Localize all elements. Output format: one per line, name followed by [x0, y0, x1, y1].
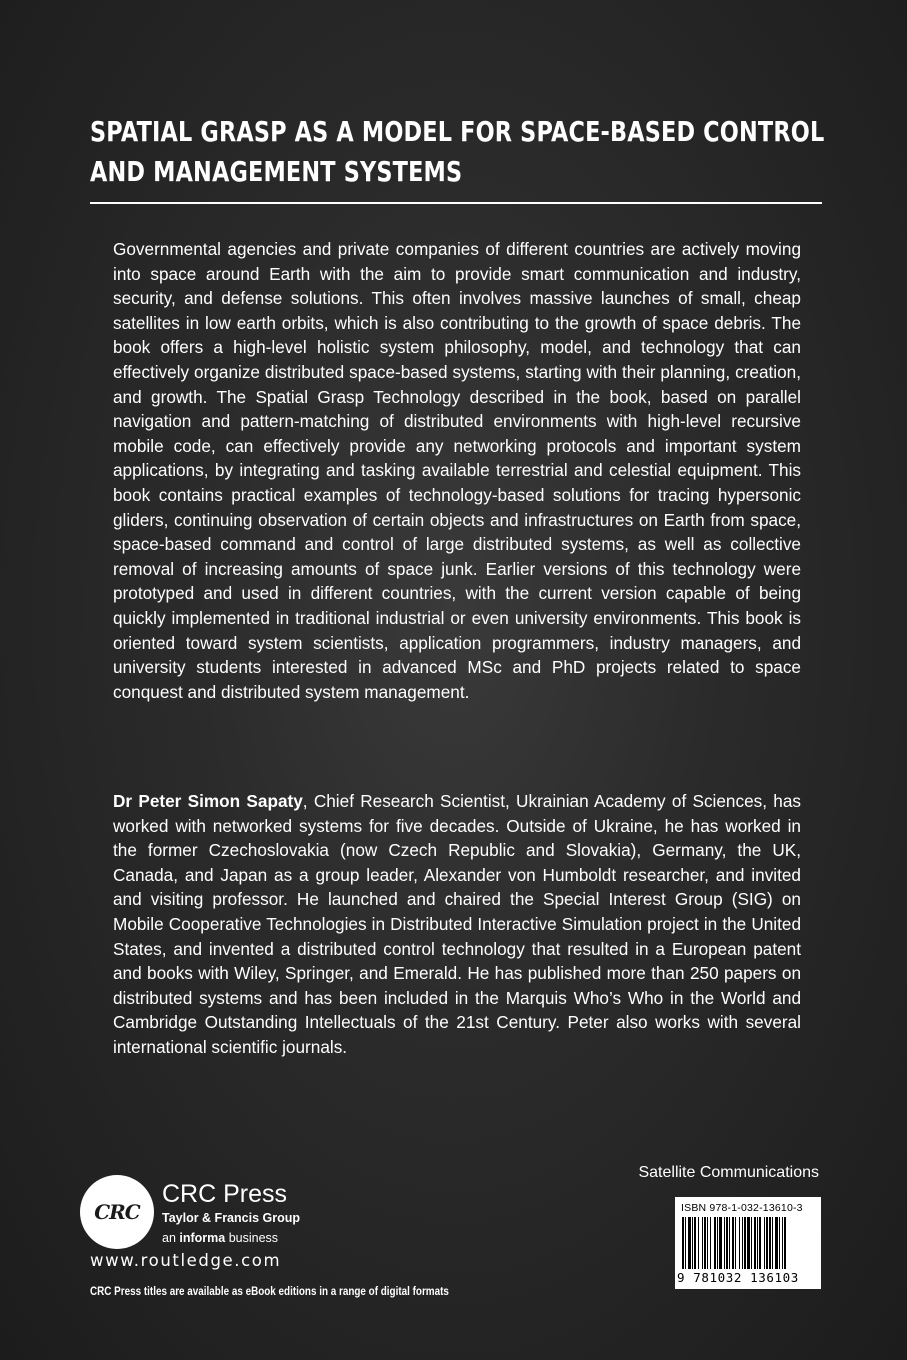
- barcode-bar: [739, 1217, 740, 1269]
- barcode-bar: [682, 1217, 684, 1269]
- barcode-bar: [710, 1217, 711, 1269]
- crc-logo-text: CRC: [94, 1200, 140, 1224]
- barcode-bar: [714, 1217, 716, 1269]
- barcode-bar: [698, 1217, 699, 1269]
- barcode-bar: [782, 1217, 783, 1269]
- informa-brand: informa: [179, 1231, 226, 1245]
- barcode-bar: [688, 1217, 691, 1269]
- barcode-bar: [751, 1217, 752, 1269]
- crc-logo: [80, 1175, 154, 1249]
- barcode-bar: [747, 1217, 750, 1269]
- barcode-bar: [742, 1217, 743, 1269]
- barcode-bar: [757, 1217, 758, 1269]
- barcode-bar: [707, 1217, 708, 1269]
- isbn-label: ISBN 978-1-032-13610-3: [681, 1202, 803, 1214]
- barcode-bar: [759, 1217, 761, 1269]
- barcode-bar: [704, 1217, 706, 1269]
- barcode-bar: [735, 1217, 736, 1269]
- barcode-bar: [732, 1217, 734, 1269]
- barcode-bar: [729, 1217, 730, 1269]
- barcode-bar: [692, 1217, 693, 1269]
- barcode-bar: [685, 1217, 686, 1269]
- barcode-bar: [784, 1217, 786, 1269]
- publisher-website[interactable]: www.routledge.com: [90, 1251, 282, 1270]
- barcode-bars: [682, 1217, 814, 1269]
- barcode-bar: [775, 1217, 778, 1269]
- publisher-group: Taylor & Francis Group: [162, 1211, 300, 1225]
- book-title: SPATIAL GRASP AS A MODEL FOR SPACE-BASED CONTROL AND MANAGEMENT SYSTEMS: [90, 115, 825, 188]
- barcode-bar: [764, 1217, 765, 1269]
- barcode-bar: [772, 1217, 773, 1269]
- isbn-barcode: [675, 1197, 821, 1289]
- barcode-bar: [766, 1217, 768, 1269]
- barcode-bar: [717, 1217, 718, 1269]
- author-name: Dr Peter Simon Sapaty: [113, 791, 303, 811]
- barcode-bar: [744, 1217, 746, 1269]
- publisher-name: CRC Press: [162, 1180, 288, 1208]
- barcode-bar: [694, 1217, 696, 1269]
- barcode-bar: [726, 1217, 728, 1269]
- isbn-digits: 9 781032 136103: [677, 1270, 799, 1285]
- informa-line: [162, 1231, 278, 1245]
- barcode-bar: [724, 1217, 725, 1269]
- title-divider: [90, 202, 822, 204]
- informa-suffix: business: [228, 1231, 279, 1245]
- barcode-bar: [754, 1217, 756, 1269]
- subject-category: Satellite Communications: [638, 1164, 819, 1181]
- barcode-bar: [719, 1217, 722, 1269]
- book-description: Governmental agencies and private companies of different countries are actively moving into space around Earth with the aim to provide smart communication and industry, security, and defense solutions. This often involves massive launches of small, cheap satellites in low earth orbits, which is also contributing to the growth of space debris. The book offers a high-level holistic system philosophy, model, and technology that can effectively organize distributed space-based systems, starting with their planning, creation, and growth. The Spatial Grasp Technology described in the book, based on parallel navigation and pattern-matching of distributed environments with high-level recursive mobile code, can effectively provide any networking protocols and important system applications, by integrating and tasking available terrestrial and celestial equipment. This book contains practical examples of technology-based solutions for tracing hypersonic gliders, continuing observation of certain objects and infrastructures on Earth from space, space-based command and control of large distributed systems, as well as collective removal of increasing amounts of space junk. Earlier versions of this technology were prototyped and used in different countries, with the current version capable of being quickly implemented in traditional industrial or even university environments. This book is oriented toward system scientists, application programmers, industry managers, and university students interested in advanced MSc and PhD projects related to space conquest and distributed system management.: [113, 239, 801, 702]
- author-bio-text: , Chief Research Scientist, Ukrainian Academy of Sciences, has worked with networked systems for five decades. Outside of Ukraine, he has worked in the former Czechoslovakia (now Czech Republic and Slovakia), Germany, the UK, Canada, and Japan as a group leader, Alexander von Humboldt researcher, and invited and visiting professor. He launched and chaired the Special Interest Group (SIG) on Mobile Cooperative Technologies in Distributed Interactive Simulation project in the United States, and invented a distributed control technology that resulted in a European patent and books with Wiley, Springer, and Emerald. He has published more than 250 papers on distributed systems and has been included in the Marquis Who’s Who in the World and Cambridge Outstanding Intellectuals of the 21st Century. Peter also works with several international scientific journals.: [113, 791, 801, 1057]
- barcode-bar: [779, 1217, 780, 1269]
- barcode-bar: [702, 1217, 703, 1269]
- barcode-bar: [769, 1217, 771, 1269]
- author-bio: [113, 789, 801, 1060]
- ebook-note: CRC Press titles are available as eBook editions in a range of digital formats: [90, 1286, 449, 1298]
- informa-prefix: an: [162, 1231, 176, 1245]
